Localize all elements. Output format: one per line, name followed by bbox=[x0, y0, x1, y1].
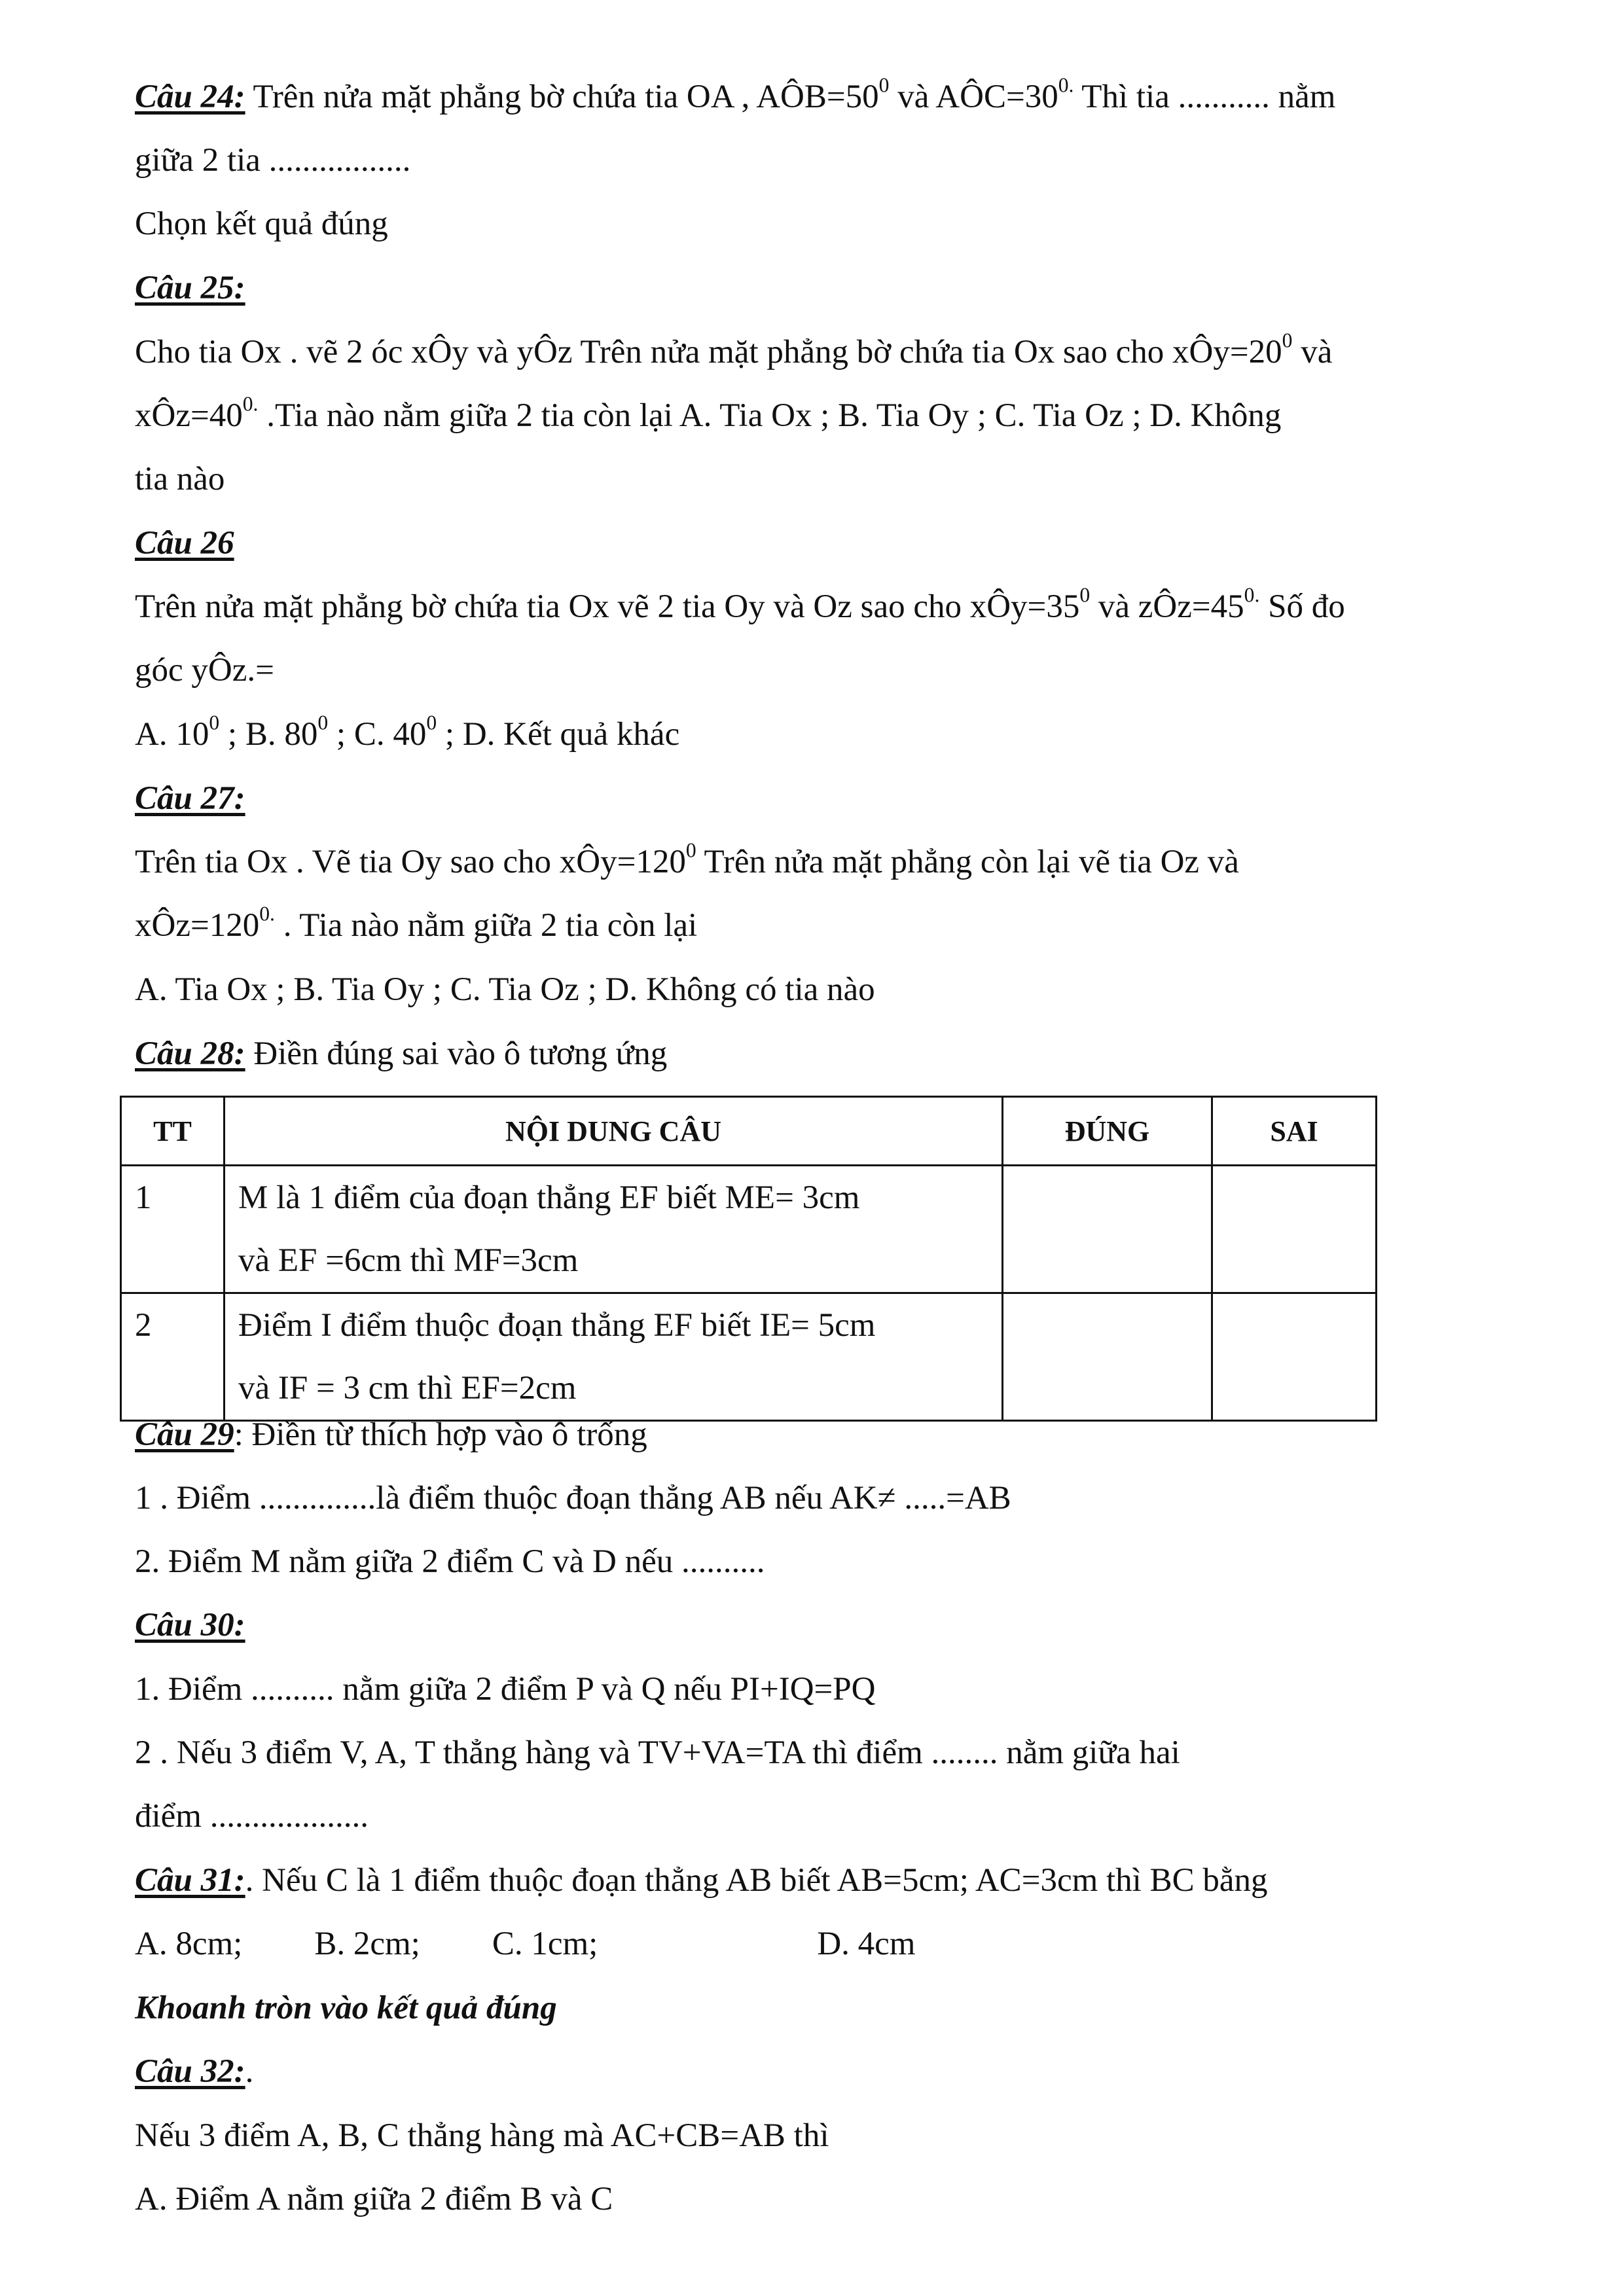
table-header-row bbox=[121, 1097, 1377, 1166]
q31-options bbox=[135, 1924, 915, 1964]
q26-option-b: ; B. 80 bbox=[219, 716, 318, 753]
row-number: 2 bbox=[121, 1293, 225, 1421]
q25-sup-1: 0 bbox=[1282, 329, 1293, 352]
true-answer-cell[interactable] bbox=[1003, 1166, 1212, 1293]
q25-line-2 bbox=[135, 392, 1282, 435]
q25-line-3: tia nào bbox=[135, 461, 225, 497]
q29-heading: Câu 29 bbox=[135, 1416, 234, 1453]
q25-text-c: xÔz=40 bbox=[135, 397, 243, 434]
q31-heading: Câu 31: bbox=[135, 1862, 245, 1899]
col-header-false: SAI bbox=[1212, 1097, 1377, 1166]
instruction-text: Khoanh tròn vào kết quả đúng bbox=[135, 1990, 557, 2026]
q28-heading: Câu 28: bbox=[135, 1035, 245, 1072]
row-number: 1 bbox=[121, 1166, 225, 1293]
q32-option-a: A. Điểm A nằm giữa 2 điểm B và C bbox=[135, 2181, 613, 2217]
q27-line-1 bbox=[135, 838, 1239, 882]
row-content-line-2: và IF = 3 cm thì EF=2cm bbox=[238, 1370, 577, 1407]
q27-line-2 bbox=[135, 902, 698, 945]
q24-line-3: Chọn kết quả đúng bbox=[135, 206, 388, 242]
col-header-content: NỘI DUNG CÂU bbox=[225, 1097, 1003, 1166]
q24-sup-1: 0 bbox=[878, 73, 890, 97]
q29-item-1: 1 . Điểm ..............là điểm thuộc đoạn thẳng AB nếu AK≠ .....=AB bbox=[135, 1480, 1011, 1516]
q26-text-c: Số đo bbox=[1259, 588, 1345, 625]
q24-sup-2: 0. bbox=[1058, 73, 1074, 97]
q25-heading-line bbox=[135, 268, 245, 308]
q25-text-b: và bbox=[1292, 334, 1333, 370]
row-content bbox=[225, 1166, 1003, 1293]
q31-option-c: C. 1cm; bbox=[492, 1926, 598, 1962]
true-answer-cell[interactable] bbox=[1003, 1293, 1212, 1421]
q26-sup-1: 0 bbox=[1079, 583, 1091, 607]
q24-heading: Câu 24: bbox=[135, 79, 245, 115]
q24-line-2: giữa 2 tia ................. bbox=[135, 142, 411, 179]
q26-option-a: A. 10 bbox=[135, 716, 209, 753]
q25-text-d: .Tia nào nằm giữa 2 tia còn lại A. Tia Ox ; B. Tia Oy ; C. Tia Oz ; D. Không bbox=[258, 397, 1282, 434]
col-header-tt: TT bbox=[121, 1097, 225, 1166]
q24-line-1 bbox=[135, 73, 1336, 117]
q24-text-c: Thì tia ........... nằm bbox=[1074, 79, 1336, 115]
q29-line bbox=[135, 1415, 647, 1454]
col-header-true: ĐÚNG bbox=[1003, 1097, 1212, 1166]
q30-item-2-cont: điểm ................... bbox=[135, 1798, 369, 1835]
table-row bbox=[121, 1166, 1377, 1293]
q26-option-b-sup: 0 bbox=[317, 711, 329, 734]
q26-option-a-sup: 0 bbox=[209, 711, 220, 734]
q32-dot: . bbox=[245, 2053, 254, 2090]
row-content-line-1: M là 1 điểm của đoạn thẳng EF biết ME= 3cm bbox=[238, 1179, 860, 1216]
q31-line bbox=[135, 1861, 1268, 1900]
q26-heading-line bbox=[135, 524, 234, 563]
q26-text-a: Trên nửa mặt phẳng bờ chứa tia Ox vẽ 2 tia Oy và Oz sao cho xÔy=35 bbox=[135, 588, 1080, 625]
q25-line-1 bbox=[135, 329, 1333, 372]
row-content bbox=[225, 1293, 1003, 1421]
q26-heading: Câu 26 bbox=[135, 525, 234, 562]
q32-line-1: Nếu 3 điểm A, B, C thẳng hàng mà AC+CB=AB thì bbox=[135, 2117, 829, 2154]
q27-sup-1: 0 bbox=[685, 838, 696, 862]
q31-text: . Nếu C là 1 điểm thuộc đoạn thẳng AB biết AB=5cm; AC=3cm thì BC bằng bbox=[245, 1862, 1268, 1899]
q29-text: : Điền từ thích hợp vào ô trống bbox=[234, 1416, 647, 1453]
q26-line-1 bbox=[135, 583, 1345, 626]
q26-option-d: ; D. Kết quả khác bbox=[437, 716, 680, 753]
q31-option-a: A. 8cm; bbox=[135, 1926, 243, 1962]
q24-text-a: Trên nửa mặt phẳng bờ chứa tia OA , AÔB=50 bbox=[245, 79, 879, 115]
instruction-line bbox=[135, 1988, 557, 2028]
q24-text-b: và AÔC=30 bbox=[889, 79, 1058, 115]
q27-text-c: xÔz=120 bbox=[135, 907, 260, 944]
q32-heading-line bbox=[135, 2052, 253, 2091]
q26-sup-2: 0. bbox=[1244, 583, 1260, 607]
q26-line-2: góc yÔz.= bbox=[135, 652, 274, 689]
q25-heading: Câu 25: bbox=[135, 270, 245, 306]
q30-item-2: 2 . Nếu 3 điểm V, A, T thẳng hàng và TV+VA=TA thì điểm ........ nằm giữa hai bbox=[135, 1734, 1180, 1771]
row-content-line-1: Điểm I điểm thuộc đoạn thẳng EF biết IE= 5cm bbox=[238, 1307, 876, 1344]
q26-option-c: ; C. 40 bbox=[328, 716, 427, 753]
q27-text-b: Trên nửa mặt phẳng còn lại vẽ tia Oz và bbox=[696, 844, 1239, 880]
q30-item-1: 1. Điểm .......... nằm giữa 2 điểm P và Q nếu PI+IQ=PQ bbox=[135, 1671, 876, 1708]
q30-heading-line bbox=[135, 1605, 245, 1645]
q25-text-a: Cho tia Ox . vẽ 2 óc xÔy và yÔz Trên nửa mặt phẳng bờ chứa tia Ox sao cho xÔy=20 bbox=[135, 334, 1282, 370]
q31-option-b: B. 2cm; bbox=[314, 1926, 420, 1962]
q26-text-b: và zÔz=45 bbox=[1090, 588, 1244, 625]
q31-option-d: D. 4cm bbox=[817, 1926, 916, 1962]
true-false-table bbox=[120, 1096, 1377, 1422]
row-content-line-2: và EF =6cm thì MF=3cm bbox=[238, 1242, 579, 1279]
q28-text: Điền đúng sai vào ô tương ứng bbox=[245, 1035, 668, 1072]
q27-text-a: Trên tia Ox . Vẽ tia Oy sao cho xÔy=120 bbox=[135, 844, 686, 880]
q27-heading: Câu 27: bbox=[135, 780, 245, 817]
q32-heading: Câu 32: bbox=[135, 2053, 245, 2090]
q29-item-2: 2. Điểm M nằm giữa 2 điểm C và D nếu .......... bbox=[135, 1543, 765, 1580]
q28-line bbox=[135, 1034, 667, 1073]
q25-sup-2: 0. bbox=[242, 392, 259, 416]
q27-heading-line bbox=[135, 779, 245, 818]
false-answer-cell[interactable] bbox=[1212, 1293, 1377, 1421]
q26-option-c-sup: 0 bbox=[426, 711, 437, 734]
q27-sup-2: 0. bbox=[259, 902, 275, 925]
q26-options bbox=[135, 711, 680, 754]
table-row bbox=[121, 1293, 1377, 1421]
q27-options: A. Tia Ox ; B. Tia Oy ; C. Tia Oz ; D. Không có tia nào bbox=[135, 971, 875, 1008]
false-answer-cell[interactable] bbox=[1212, 1166, 1377, 1293]
q27-text-d: . Tia nào nằm giữa 2 tia còn lại bbox=[274, 907, 698, 944]
q30-heading: Câu 30: bbox=[135, 1607, 245, 1643]
